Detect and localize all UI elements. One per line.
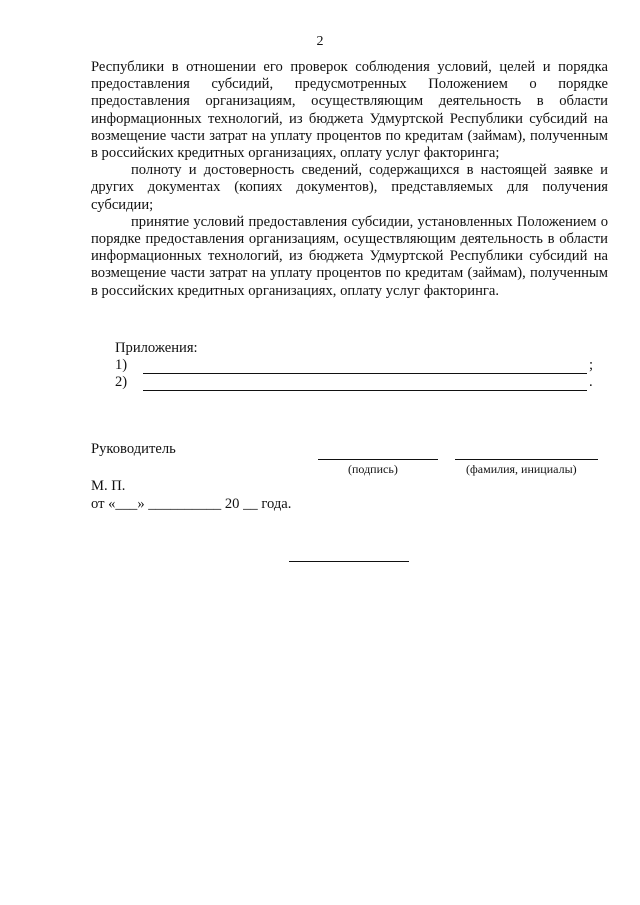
paragraph-2: полноту и достоверность сведений, содержащихся в настоящей заявке и других документах (копиях документов), представляемых для получения субсидии; <box>91 162 608 213</box>
attachment-line-2 <box>115 374 615 391</box>
page-number: 2 <box>316 34 324 49</box>
attachment-end-2: . <box>589 374 593 390</box>
name-line <box>455 459 598 460</box>
end-rule <box>289 561 409 562</box>
attachment-blank-1 <box>143 360 587 374</box>
attachments-title: Приложения: <box>115 340 198 356</box>
attachments-block <box>115 340 615 391</box>
paragraph-1: Республики в отношении его проверок соблюдения условий, целей и порядка предоставления субсидий, предусмотренных Положением о порядке предоставления организациям, осуществляющим деятельность в области информационных технологий, из бюджета Удмуртской Республики субсидий на возмещение части затрат на уплату процентов по кредитам (займам), полученным в российских кредитных организациях, оплату услуг факторинга; <box>91 59 608 162</box>
stamp-label: М. П. <box>91 478 126 494</box>
signature-line <box>318 459 438 460</box>
attachment-number-2: 2) <box>115 374 128 390</box>
attachment-end-1: ; <box>589 357 594 373</box>
attachment-line-1 <box>115 357 615 374</box>
paragraph-3: принятие условий предоставления субсидии, установленных Положением о порядке предоставления организациям, осуществляющим деятельность в области информационных технологий, из бюджета Удмуртской Республики субсидий на возмещение части затрат на уплату процентов по кредитам (займам), полученным в российских кредитных организациях, оплату услуг факторинга. <box>91 213 608 299</box>
date-line: от «___» __________ 20 __ года. <box>91 496 292 512</box>
signer-role: Руководитель <box>91 441 176 457</box>
body-text <box>91 59 608 300</box>
name-caption: (фамилия, инициалы) <box>466 462 577 476</box>
signature-caption: (подпись) <box>348 462 398 476</box>
attachment-number-1: 1) <box>115 357 128 373</box>
attachment-blank-2 <box>143 377 587 391</box>
